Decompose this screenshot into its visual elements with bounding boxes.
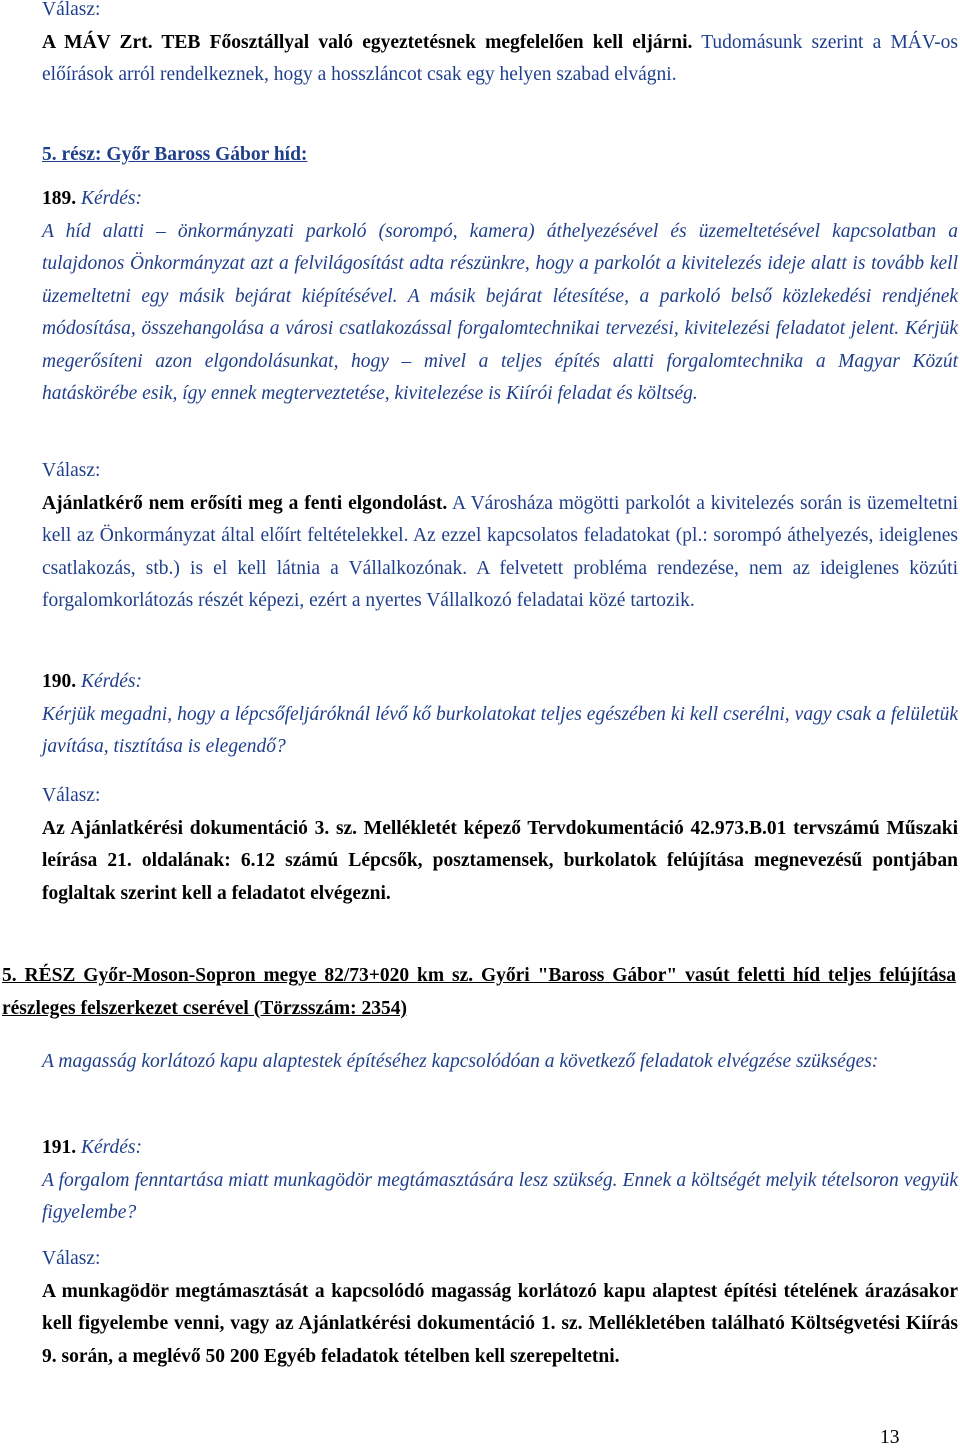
question-189 — [42, 183, 958, 411]
question-label: Kérdés: — [81, 188, 143, 209]
question-number: 191. — [42, 1137, 77, 1158]
answer-bold-text: Az Ajánlatkérési dokumentáció 3. sz. Mellékletét képező Tervdokumentáció 42.973.B.01 tervszámú Műszaki leírása 21. oldalának: 6.12 számú Lépcsők, posztamensek, burkolatok felújítása megnevezésű pontjában foglaltak szerint kell a feladatot elvégezni. — [42, 817, 958, 904]
answer-bold-text: A MÁV Zrt. TEB Főosztállyal való egyeztetésnek megfelelően kell eljárni. — [42, 31, 693, 53]
answer-bold-text: Ajánlatkérő nem erősíti meg a fenti elgondolást. — [42, 492, 448, 514]
top-answer — [42, 0, 958, 92]
answer-text: Tudomásunk szerint a MÁV-os előírások arról rendelkeznek, hogy a hosszláncot csak egy helyen szabad elvágni. — [42, 31, 959, 85]
answer-label: Válasz: — [42, 460, 101, 481]
answer-label: Válasz: — [42, 785, 101, 806]
question-number: 189. — [42, 188, 77, 209]
question-text: A forgalom fenntartása miatt munkagödör megtámasztására lesz szükség. Ennek a költségét melyik tételsoron vegyük figyelembe? — [42, 1169, 958, 1223]
page-number: 13 — [880, 1427, 900, 1448]
answer-label: Válasz: — [42, 0, 101, 20]
question-191 — [42, 1132, 958, 1230]
question-text-2: A másik bejárat létesítése, a parkoló belső közlekedési rendjének módosítása, összehangolása a városi csatlakozással forgalomtechnikai tervezési, kivitelezési feladatot jelent. — [42, 285, 958, 339]
section-heading: 5. rész: Győr Baross Gábor híd: — [42, 144, 308, 165]
answer-bold-text: A munkagödör megtámasztását a kapcsolódó magasság korlátozó kapu alaptest építési tételének árazásakor kell figyelembe venni, vagy az Ajánlatkérési dokumentáció 1. sz. Mellékletében található Költségvetési Kiírás 9. során, a meglévő 50 200 Egyéb feladatok tételben kell szerepeltetni. — [42, 1280, 958, 1367]
question-label: Kérdés: — [81, 1137, 143, 1158]
part-heading: 5. RÉSZ Győr-Moson-Sopron megye 82/73+020 km sz. Győri "Baross Gábor" vasút feletti híd teljes felújítása részleges felszerkezet cserével (Törzsszám: 2354) — [2, 965, 956, 1019]
question-text-3: Kérjük megerősíteni azon elgondolásunkat, hogy – mivel a teljes építés alatti forgalomtechnika a Magyar Közút hatáskörébe esik, így ennek megterveztetése, kivitelezése is Kiírói feladat és költség. — [42, 318, 958, 404]
intro-paragraph: A magasság korlátozó kapu alaptestek építéséhez kapcsolódóan a következő feladatok elvégzése szükséges: — [42, 1051, 879, 1072]
question-label: Kérdés: — [81, 671, 143, 692]
question-text: A híd alatti – önkormányzati parkoló (sorompó, kamera) áthelyezésével és üzemeltetésével kapcsolatban a tulajdonos Önkormányzat azt a felvilágosítást adta részünkre, hogy a parkolót a kivitelezés ideje alatt is tovább kell üzemeltetni egy másik bejárat kiépítésével. — [42, 220, 958, 307]
question-190 — [42, 666, 958, 764]
answer-189 — [42, 455, 958, 618]
question-text: Kérjük megadni, hogy a lépcsőfeljáróknál lévő kő burkolatokat teljes egészében ki kell cserélni, vagy csak a felületük javítása, tisztítása is elegendő? — [42, 703, 958, 757]
answer-text: A Városháza mögötti parkolót a kivitelezés során is üzemeltetni kell az Önkormányzat által előírt feltételekkel. Az ezzel kapcsolatos feladatokat (pl.: sorompó áthelyezés, ideiglenes csatlakozás, stb.) is el kell látnia a Vállalkozónak. A felvetett probléma rendezése, nem az ideiglenes közúti forgalomkorlátozás részét képezi, ezért a nyertes Vállalkozó feladatai közé tartozik. — [42, 492, 958, 611]
answer-191 — [42, 1243, 958, 1373]
answer-label: Válasz: — [42, 1248, 101, 1269]
answer-190 — [42, 780, 958, 910]
question-number: 190. — [42, 671, 77, 692]
